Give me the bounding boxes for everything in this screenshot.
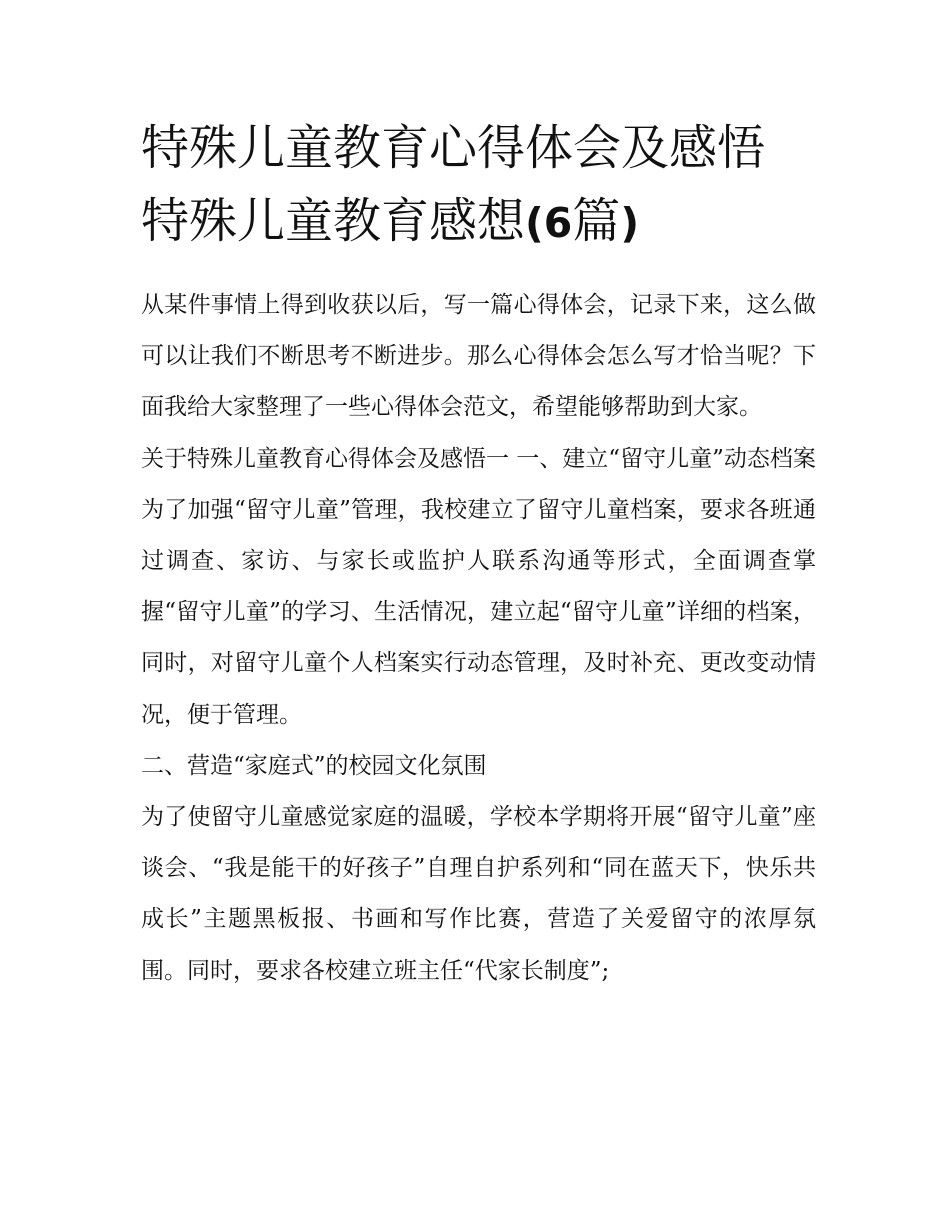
paragraph-intro: 从某件事情上得到收获以后，写一篇心得体会，记录下来，这么做可以让我们不断思考不断进步。那么心得体会怎么写才恰当呢？下面我给大家整理了一些心得体会范文，希望能够帮助到大家。 — [141, 292, 816, 421]
title-line-2-text: 特殊儿童教育感想 — [141, 193, 526, 249]
document-title — [141, 112, 816, 260]
title-line-1: 特殊儿童教育心得体会及感悟 — [141, 120, 766, 176]
paragraph-section-heading-1: 关于特殊儿童教育心得体会及感悟一 一、建立“留守儿童”动态档案 — [141, 445, 816, 472]
title-count-open: (6 — [525, 199, 573, 247]
paragraph-section-heading-2: 二、营造“家庭式”的校园文化氛围 — [141, 752, 487, 779]
title-line-2 — [141, 185, 816, 260]
paragraph-archive: 为了加强“留守儿童”管理，我校建立了留守儿童档案，要求各班通过调查、家访、与家长或监护人联系沟通等形式，全面调查掌握“留守儿童”的学习、生活情况，建立起“留守儿童”详细的档案，同时，对留守儿童个人档案实行动态管理，及时补充、更改变动情况，便于管理。 — [141, 496, 816, 728]
title-count-unit: 篇 — [572, 193, 621, 249]
title-count-close: ) — [620, 199, 640, 247]
paragraph-culture: 为了使留守儿童感觉家庭的温暖，学校本学期将开展“留守儿童”座谈会、“我是能干的好孩子”自理自护系列和“同在蓝天下，快乐共成长”主题黑板报、书画和写作比赛，营造了关爱留守的浓厚氛围。同时，要求各校建立班主任“代家长制度”; — [141, 804, 816, 984]
document-content — [141, 112, 816, 997]
